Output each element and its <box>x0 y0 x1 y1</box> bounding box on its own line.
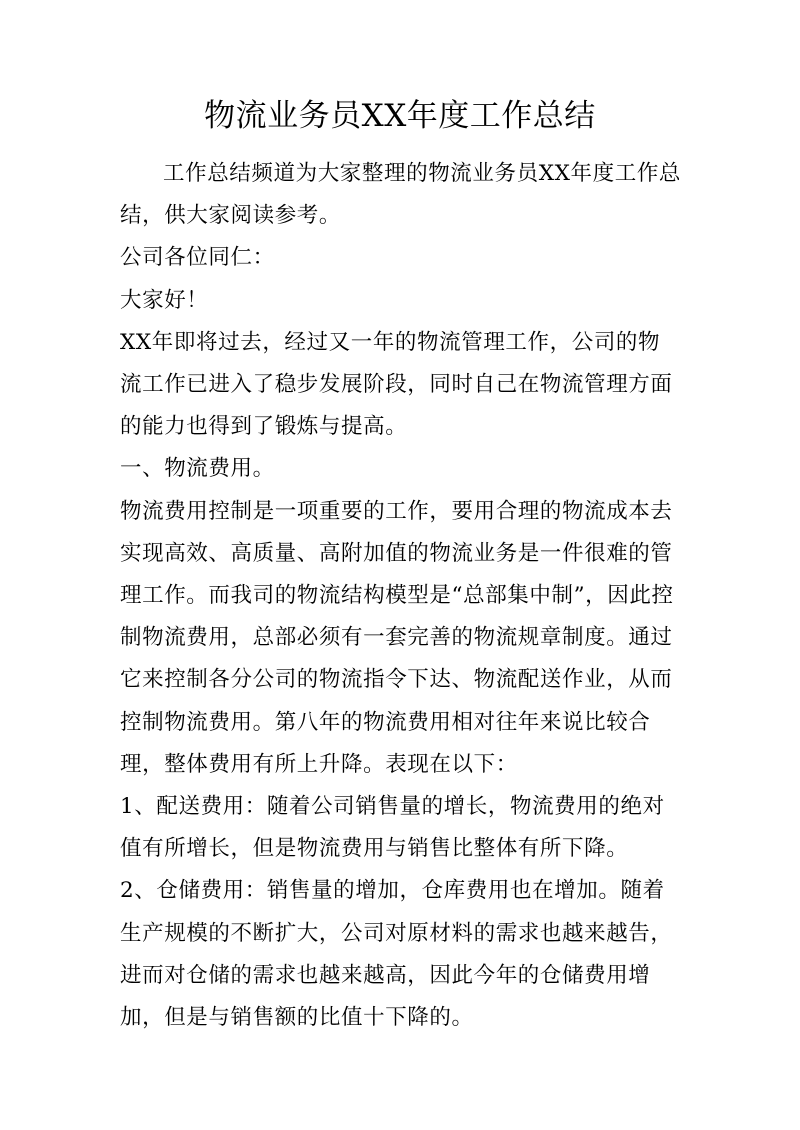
section-heading: 一、物流费用。 <box>120 456 275 482</box>
document-title: 物流业务员XX年度工作总结 <box>204 98 596 134</box>
storage-cost-item: 2、仓储费用：销售量的增加，仓库费用也在增加。随着生产规模的不断扩大，公司对原材料的需求也越来越告，进而对仓储的需求也越来越高，因此今年的仓储费用增加，但是与销售额的比值十下降的。 <box>120 878 673 1031</box>
logistics-cost-paragraph: 物流费用控制是一项重要的工作，要用合理的物流成本去实现高效、高质量、高附加值的物流业务是一件很难的管理工作。而我司的物流结构模型是“总部集中制”，因此控制物流费用，总部必须有一套完善的物流规章制度。通过它来控制各分公司的物流指令下达、物流配送作业，从而控制物流费用。第八年的物流费用相对往年来说比较合理，整体费用有所上升降。表现在以下： <box>120 498 674 777</box>
document-body <box>120 153 682 1039</box>
greeting: 大家好！ <box>120 287 209 313</box>
intro-paragraph: 工作总结频道为大家整理的物流业务员XX年度工作总结，供大家阅读参考。 <box>120 161 682 229</box>
delivery-cost-item: 1、配送费用：随着公司销售量的增长，物流费用的绝对值有所增长，但是物流费用与销售比整体有所下降。 <box>120 794 665 862</box>
opening-paragraph: XX年即将过去，经过又一年的物流管理工作，公司的物流工作已进入了稳步发展阶段，同时自己在物流管理方面的能力也得到了锻炼与提高。 <box>120 329 673 440</box>
salutation: 公司各位同仁： <box>120 245 275 271</box>
